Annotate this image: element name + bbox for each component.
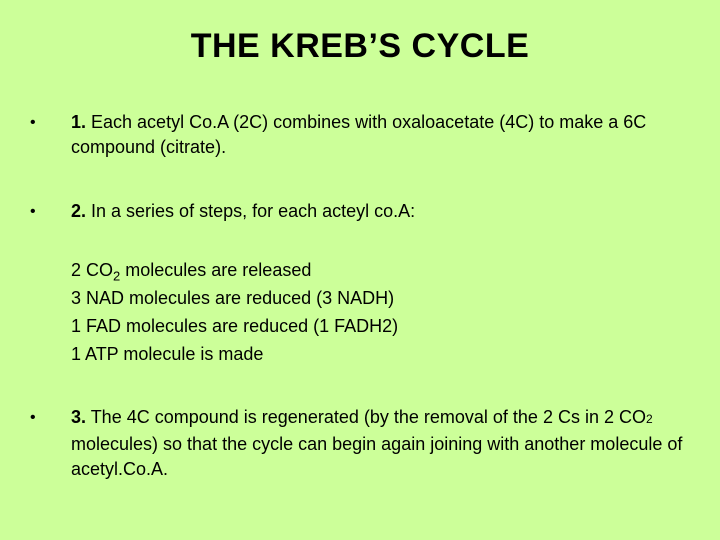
detail-line-nad: 3 NAD molecules are reduced (3 NADH) [71, 288, 395, 308]
bullet-body-1: Each acetyl Co.A (2C) combines with oxaloacetate (4C) to make a 6C compound (citrate). [71, 112, 647, 157]
bullet-item-2 [30, 199, 680, 224]
bullet-item-3 [30, 405, 683, 480]
step2-details [71, 256, 671, 368]
bullet-dot: • [30, 203, 36, 220]
detail-line-co2: 2 $CO_2$ molecules are released [71, 260, 312, 284]
bullet-number-3: 3. [71, 407, 87, 427]
bullet-number-2: 2. [71, 201, 87, 221]
co2-subscript: 2 [645, 412, 653, 426]
bullet-text-3: 3. The 4C compound is regenerated (by the removal of the 2 Cs in 2 CO2 molecules) so that the cycle can begin again joining with another molecule of acetyl.Co.A. [71, 407, 683, 479]
co2-subscript: 2 [113, 268, 121, 284]
bullet-number-1: 1. [71, 112, 87, 132]
detail-line-fad: 1 FAD molecules are reduced (1 FADH2) [71, 316, 399, 336]
bullet-text-1 [71, 110, 691, 160]
bullet-dot: • [30, 114, 36, 131]
bullet-body-2: In a series of steps, for each acteyl co.A: [86, 201, 416, 221]
bullet-item-1 [30, 110, 680, 160]
detail-line-atp: 1 ATP molecule is made [71, 344, 264, 364]
bullet-dot: • [30, 409, 36, 426]
slide-title: THE KREB’S CYCLE [190, 27, 530, 65]
bullet-text-2 [71, 199, 691, 224]
